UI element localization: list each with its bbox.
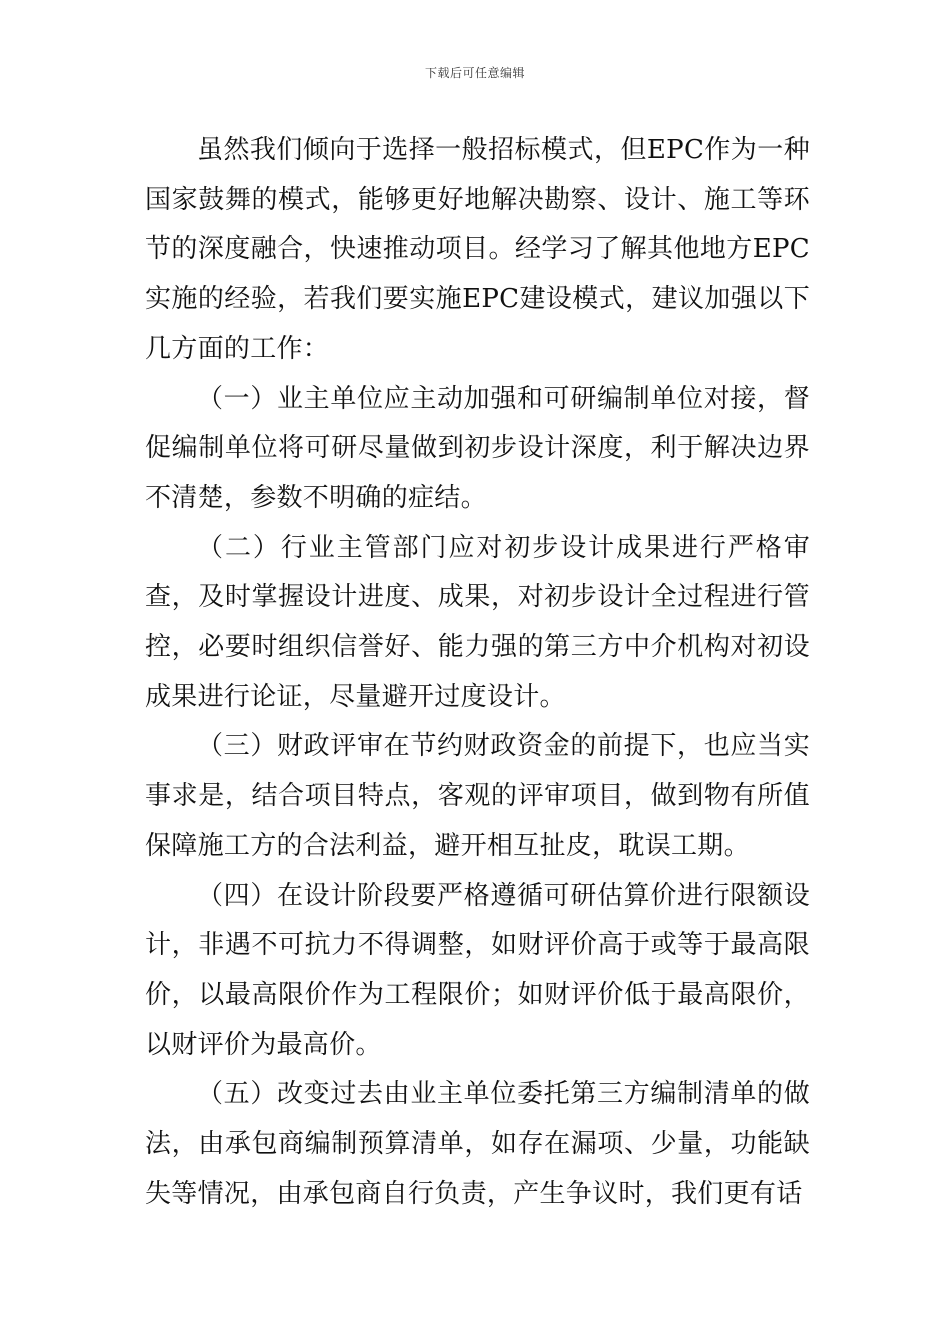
paragraph-item-4: （四）在设计阶段要严格遵循可研估算价进行限额设计，非遇不可抗力不得调整，如财评价高于或等于最高限价，以最高限价作为工程限价；如财评价低于最高限价，以财评价为最高价。 (145, 880, 810, 1060)
paragraph-item-2: （二）行业主管部门应对初步设计成果进行严格审查，及时掌握设计进度、成果，对初步设计全过程进行管控，必要时组织信誉好、能力强的第三方中介机构对初设成果进行论证，尽量避开过度设计。 (145, 532, 810, 712)
paragraph-intro: 虽然我们倾向于选择一般招标模式，但EPC作为一种国家鼓舞的模式，能够更好地解决勘察、设计、施工等环节的深度融合，快速推动项目。经学习了解其他地方EPC实施的经验，若我们要实施EPC建设模式，建议加强以下几方面的工作： (145, 135, 810, 364)
document-body (145, 126, 810, 1219)
paragraph-item-5: （五）改变过去由业主单位委托第三方编制清单的做法，由承包商编制预算清单，如存在漏项、少量，功能缺失等情况，由承包商自行负责，产生争议时，我们更有话 (145, 1079, 810, 1209)
page-header: 下载后可任意编辑 (424, 66, 525, 80)
paragraph-item-1: （一）业主单位应主动加强和可研编制单位对接，督促编制单位将可研尽量做到初步设计深度，利于解决边界不清楚，参数不明确的症结。 (145, 383, 810, 513)
paragraph-item-3: （三）财政评审在节约财政资金的前提下，也应当实事求是，结合项目特点，客观的评审项目，做到物有所值保障施工方的合法利益，避开相互扯皮，耽误工期。 (145, 731, 810, 861)
